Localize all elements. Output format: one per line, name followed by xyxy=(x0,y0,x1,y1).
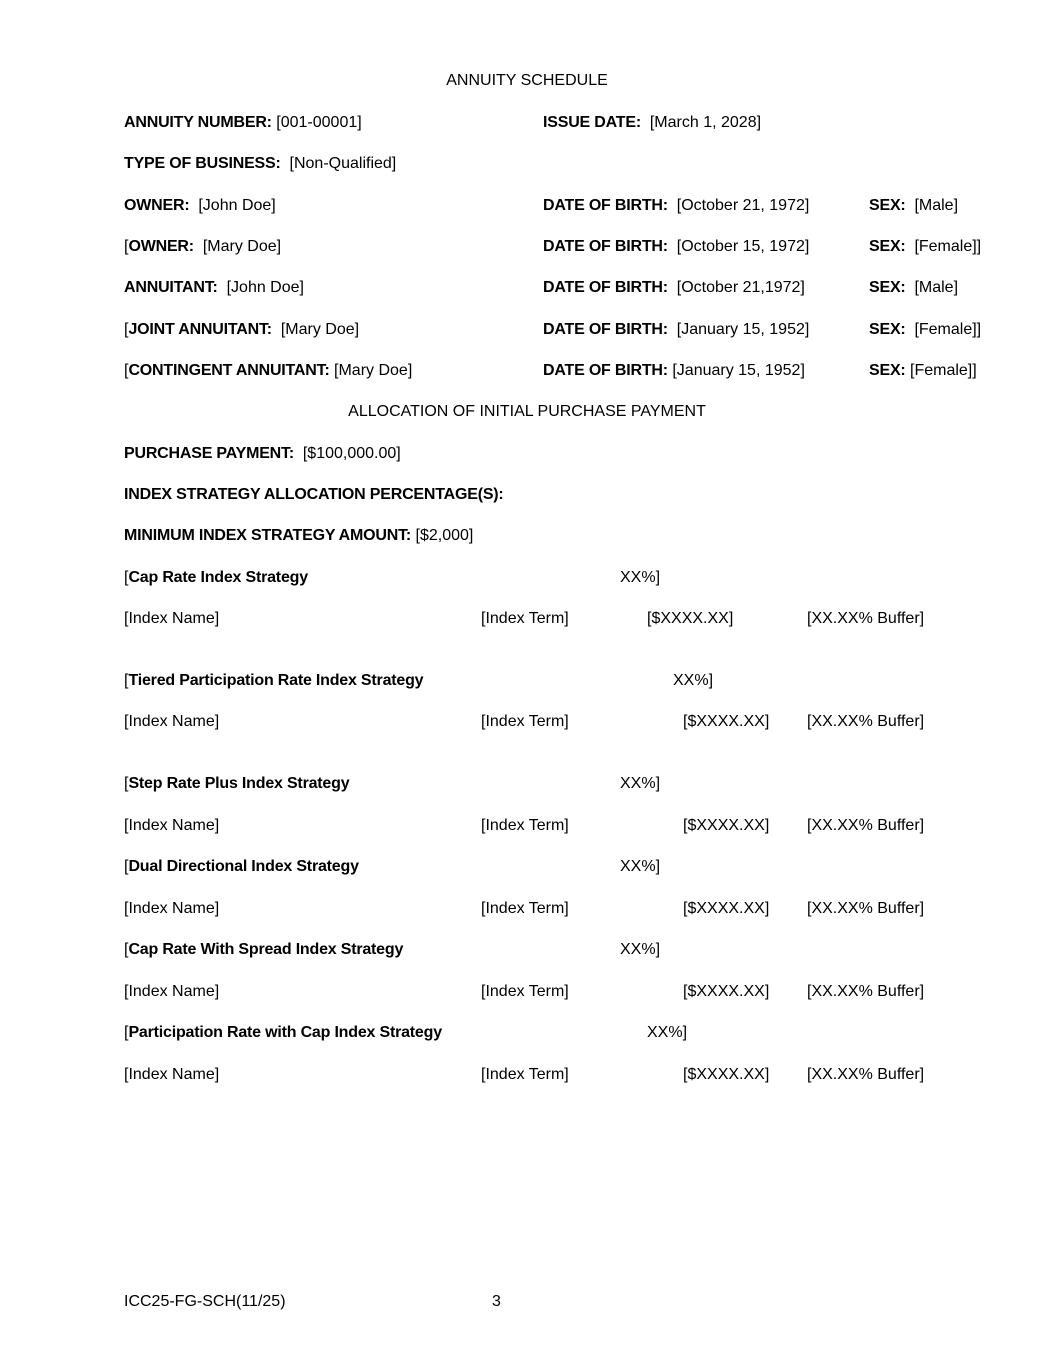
person-label: OWNER: xyxy=(128,238,194,255)
index-name: [Index Name] xyxy=(124,817,220,834)
strategy-title: Cap Rate Index Strategy xyxy=(128,569,308,586)
allocation-heading: ALLOCATION OF INITIAL PURCHASE PAYMENT xyxy=(348,403,706,420)
strategy-percentage: XX%] xyxy=(620,941,661,958)
person-dob xyxy=(543,362,805,380)
type-of-business xyxy=(124,155,396,173)
purchase-payment-value: [$100,000.00] xyxy=(302,445,401,462)
index-name: [Index Name] xyxy=(124,610,220,627)
bracket: [ xyxy=(124,238,129,255)
strategy-buffer: [XX.XX% Buffer] xyxy=(807,610,925,627)
strategy-amount: [$XXXX.XX] xyxy=(647,610,734,627)
index-name: [Index Name] xyxy=(124,900,220,917)
strategy-percentage: XX%] xyxy=(620,858,661,875)
strategy-title: Tiered Participation Rate Index Strategy xyxy=(128,672,424,689)
dob-value: [October 21, 1972] xyxy=(676,197,810,214)
index-name: [Index Name] xyxy=(124,713,220,730)
person-sex xyxy=(869,362,977,380)
strategy-percentage: XX%] xyxy=(620,569,661,586)
minimum-index-strategy-value: [$2,000] xyxy=(415,527,474,544)
bracket: [ xyxy=(124,672,129,689)
person-dob xyxy=(543,321,809,339)
person-label: CONTINGENT ANNUITANT: xyxy=(128,362,330,379)
dob-value: [October 15, 1972] xyxy=(676,238,810,255)
sex-label: SEX: xyxy=(869,362,906,379)
bracket: [ xyxy=(124,321,129,338)
person-dob xyxy=(543,197,809,215)
strategy-amount: [$XXXX.XX] xyxy=(683,1066,770,1083)
dob-value: [January 15, 1952] xyxy=(672,362,805,379)
sex-label: SEX: xyxy=(869,197,906,214)
annuity-number xyxy=(124,114,362,132)
strategy-amount: [$XXXX.XX] xyxy=(683,983,770,1000)
strategy-buffer: [XX.XX% Buffer] xyxy=(807,1066,925,1083)
index-term: [Index Term] xyxy=(481,900,569,917)
dob-label: DATE OF BIRTH: xyxy=(543,279,668,296)
type-of-business-value: [Non-Qualified] xyxy=(289,155,397,172)
dob-label: DATE OF BIRTH: xyxy=(543,362,668,379)
strategy-title: Participation Rate with Cap Index Strategy xyxy=(128,1024,442,1041)
index-strategy-allocation-label: INDEX STRATEGY ALLOCATION PERCENTAGE(S): xyxy=(124,486,504,503)
index-term: [Index Term] xyxy=(481,817,569,834)
sex-value: [Female]] xyxy=(914,321,982,338)
dob-label: DATE OF BIRTH: xyxy=(543,197,668,214)
strategy-amount: [$XXXX.XX] xyxy=(683,817,770,834)
sex-value: [Male] xyxy=(914,279,959,296)
bracket: [ xyxy=(124,362,129,379)
bracket: [ xyxy=(124,858,129,875)
strategy-amount: [$XXXX.XX] xyxy=(683,900,770,917)
index-term: [Index Term] xyxy=(481,713,569,730)
minimum-index-strategy xyxy=(124,527,473,545)
form-number: ICC25-FG-SCH(11/25) xyxy=(124,1293,286,1310)
bracket: [ xyxy=(124,941,129,958)
index-name: [Index Name] xyxy=(124,1066,220,1083)
dob-value: [January 15, 1952] xyxy=(676,321,810,338)
sex-label: SEX: xyxy=(869,279,906,296)
sex-value: [Female]] xyxy=(914,238,982,255)
dob-value: [October 21,1972] xyxy=(676,279,805,296)
minimum-index-strategy-label: MINIMUM INDEX STRATEGY AMOUNT: xyxy=(124,527,412,544)
person-row-annuitant xyxy=(124,279,304,297)
strategy-amount: [$XXXX.XX] xyxy=(683,713,770,730)
strategy-buffer: [XX.XX% Buffer] xyxy=(807,817,925,834)
person-name: [John Doe] xyxy=(198,197,276,214)
strategy-name xyxy=(124,858,359,876)
person-sex xyxy=(869,321,981,339)
person-dob xyxy=(543,279,805,297)
purchase-payment xyxy=(124,445,401,463)
page-number: 3 xyxy=(492,1293,501,1310)
index-term: [Index Term] xyxy=(481,1066,569,1083)
strategy-name xyxy=(124,775,349,793)
index-name: [Index Name] xyxy=(124,983,220,1000)
strategy-name xyxy=(124,569,308,587)
person-name: [Mary Doe] xyxy=(334,362,413,379)
strategy-percentage: XX%] xyxy=(620,775,661,792)
person-row-contingent-annuitant xyxy=(124,362,412,380)
person-name: [John Doe] xyxy=(226,279,304,296)
sex-label: SEX: xyxy=(869,238,906,255)
bracket: [ xyxy=(124,775,129,792)
purchase-payment-label: PURCHASE PAYMENT: xyxy=(124,445,294,462)
person-sex xyxy=(869,197,958,215)
strategy-title: Step Rate Plus Index Strategy xyxy=(128,775,350,792)
strategy-title: Dual Directional Index Strategy xyxy=(128,858,359,875)
person-row-owner xyxy=(124,197,276,215)
strategy-name xyxy=(124,1024,442,1042)
issue-date-label: ISSUE DATE: xyxy=(543,114,641,131)
strategy-buffer: [XX.XX% Buffer] xyxy=(807,713,925,730)
type-of-business-label: TYPE OF BUSINESS: xyxy=(124,155,281,172)
strategy-name xyxy=(124,672,423,690)
index-term: [Index Term] xyxy=(481,983,569,1000)
bracket: [ xyxy=(124,1024,129,1041)
person-sex xyxy=(869,238,981,256)
person-name: [Mary Doe] xyxy=(202,238,282,255)
sex-value: [Female]] xyxy=(910,362,977,379)
bracket: [ xyxy=(124,569,129,586)
annuity-number-value: [001-00001] xyxy=(276,114,362,131)
person-dob xyxy=(543,238,809,256)
person-row-joint-annuitant xyxy=(124,321,359,339)
person-name: [Mary Doe] xyxy=(280,321,360,338)
strategy-name xyxy=(124,941,403,959)
dob-label: DATE OF BIRTH: xyxy=(543,238,668,255)
person-label: ANNUITANT: xyxy=(124,279,218,296)
strategy-title: Cap Rate With Spread Index Strategy xyxy=(128,941,404,958)
index-term: [Index Term] xyxy=(481,610,569,627)
page-title: ANNUITY SCHEDULE xyxy=(446,72,608,89)
issue-date-value: [March 1, 2028] xyxy=(649,114,762,131)
issue-date xyxy=(543,114,761,132)
person-row-joint-owner xyxy=(124,238,281,256)
dob-label: DATE OF BIRTH: xyxy=(543,321,668,338)
strategy-buffer: [XX.XX% Buffer] xyxy=(807,900,925,917)
sex-label: SEX: xyxy=(869,321,906,338)
strategy-percentage: XX%] xyxy=(673,672,714,689)
person-label: OWNER: xyxy=(124,197,190,214)
annuity-number-label: ANNUITY NUMBER: xyxy=(124,114,272,131)
strategy-buffer: [XX.XX% Buffer] xyxy=(807,983,925,1000)
person-sex xyxy=(869,279,958,297)
sex-value: [Male] xyxy=(914,197,959,214)
person-label: JOINT ANNUITANT: xyxy=(128,321,272,338)
strategy-percentage: XX%] xyxy=(647,1024,688,1041)
